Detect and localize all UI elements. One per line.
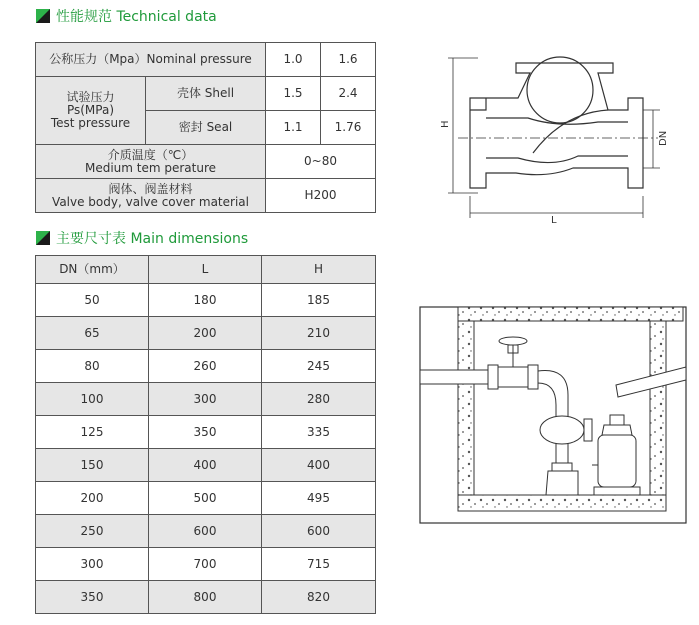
main-dimensions-table (35, 255, 376, 614)
l-column-header: L (149, 256, 262, 284)
pn-value: 1.0 (266, 43, 321, 77)
dimension-l-label: L (551, 215, 557, 226)
shell-value: 2.4 (321, 77, 376, 111)
h-cell: 245 (262, 350, 376, 383)
main-dimensions-heading (36, 228, 248, 248)
dn-cell: 150 (36, 449, 149, 482)
technical-data-heading (36, 6, 217, 26)
material-label (36, 179, 266, 213)
section-marker-icon (36, 9, 50, 23)
table-row (36, 383, 376, 416)
test-pressure-label-cn: 试验压力 (66, 90, 115, 104)
pn-value: 1.6 (321, 43, 376, 77)
h-cell: 820 (262, 581, 376, 614)
temperature-label-en: Medium tem perature (84, 160, 217, 175)
medium-temperature-label (36, 145, 266, 179)
material-label-en: Valve body, valve cover material (52, 194, 249, 209)
seal-value: 1.76 (321, 111, 376, 145)
table-row (36, 284, 376, 317)
seal-label: 密封 Seal (146, 111, 266, 145)
temperature-label-cn: 介质温度（℃） (107, 147, 194, 162)
l-cell: 400 (149, 449, 262, 482)
table-row (36, 515, 376, 548)
dn-cell: 80 (36, 350, 149, 383)
test-pressure-label-unit: Ps(MPa) (66, 103, 115, 117)
section-marker-icon (36, 231, 50, 245)
valve-section-drawing (438, 18, 678, 233)
h-cell: 400 (262, 449, 376, 482)
dn-column-header: DN（mm） (36, 256, 149, 284)
h-column-header: H (262, 256, 376, 284)
dn-cell: 100 (36, 383, 149, 416)
dn-cell: 350 (36, 581, 149, 614)
dn-cell: 125 (36, 416, 149, 449)
installation-pit-drawing (418, 305, 688, 525)
dn-cell: 250 (36, 515, 149, 548)
h-cell: 280 (262, 383, 376, 416)
material-label-cn: 阀体、阀盖材料 (108, 181, 193, 196)
shell-value: 1.5 (266, 77, 321, 111)
temperature-value: 0~80 (266, 145, 376, 179)
nominal-pressure-label: 公称压力（Mpa）Nominal pressure (36, 43, 266, 77)
table-row (36, 482, 376, 515)
material-value: H200 (266, 179, 376, 213)
h-cell: 715 (262, 548, 376, 581)
test-pressure-label-en: Test pressure (50, 116, 131, 130)
main-dimensions-title: 主要尺寸表 Main dimensions (56, 231, 249, 247)
dn-cell: 50 (36, 284, 149, 317)
dimension-h-label: H (440, 120, 451, 128)
table-row (36, 416, 376, 449)
shell-label: 壳体 Shell (146, 77, 266, 111)
h-cell: 210 (262, 317, 376, 350)
l-cell: 600 (149, 515, 262, 548)
h-cell: 600 (262, 515, 376, 548)
dn-cell: 200 (36, 482, 149, 515)
table-row (36, 317, 376, 350)
l-cell: 350 (149, 416, 262, 449)
table-row (36, 581, 376, 614)
l-cell: 700 (149, 548, 262, 581)
table-row (36, 449, 376, 482)
dn-cell: 300 (36, 548, 149, 581)
h-cell: 335 (262, 416, 376, 449)
table-row (36, 548, 376, 581)
h-cell: 495 (262, 482, 376, 515)
dimension-dn-label: DN (658, 130, 669, 146)
l-cell: 800 (149, 581, 262, 614)
l-cell: 300 (149, 383, 262, 416)
table-row (36, 350, 376, 383)
technical-data-title: 性能规范 Technical data (56, 9, 217, 25)
l-cell: 260 (149, 350, 262, 383)
h-cell: 185 (262, 284, 376, 317)
technical-data-table (35, 42, 376, 213)
l-cell: 180 (149, 284, 262, 317)
seal-value: 1.1 (266, 111, 321, 145)
l-cell: 500 (149, 482, 262, 515)
dn-cell: 65 (36, 317, 149, 350)
l-cell: 200 (149, 317, 262, 350)
test-pressure-label (36, 77, 146, 145)
